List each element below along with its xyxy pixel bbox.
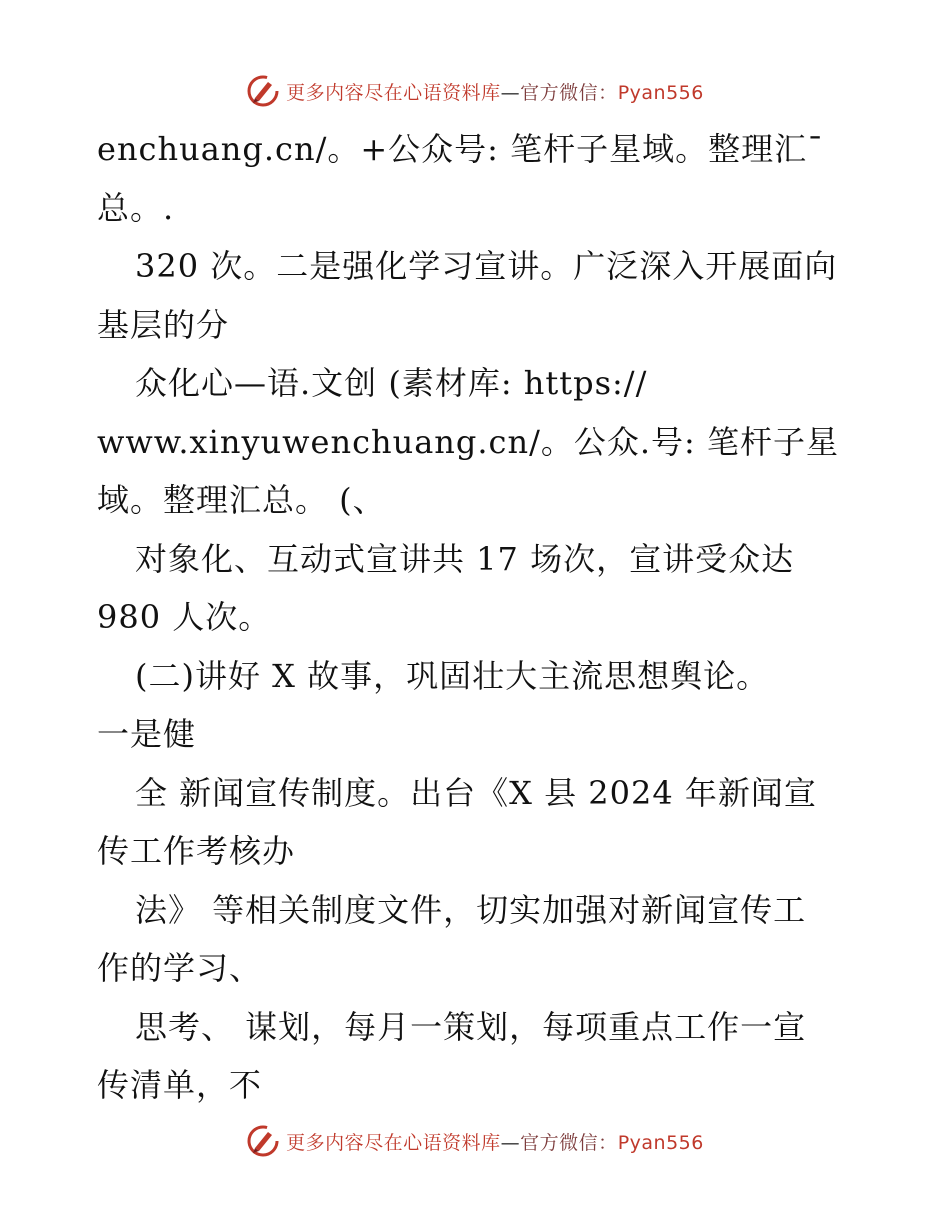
body-text-line: enchuang.cn/。+公众号: 笔杆子星域。整理汇¯: [97, 130, 825, 168]
document-body: [97, 120, 857, 1115]
banner-text: [286, 1128, 704, 1155]
banner-wechat-id: Pyan556: [617, 81, 704, 104]
banner-dash: —: [500, 1131, 521, 1154]
body-text-line: 基层的分: [97, 305, 230, 344]
banner-wechat-id: Pyan556: [617, 1131, 704, 1154]
body-text-line: 众化心—语.文创 (素材库: https://: [135, 364, 648, 402]
body-text-line: 思考、 谋划，每月一策划，每项重点工作一宣: [135, 1007, 807, 1046]
banner-prefix: 更多内容尽在心语资料库: [286, 81, 501, 104]
body-text-line: 全 新闻宣传制度。出台《X 县 2024 年新闻宣: [135, 773, 817, 812]
body-text-line: (二)讲好 X 故事，巩固壮大主流思想舆论。: [135, 656, 770, 695]
banner-text: [286, 78, 704, 105]
body-text-line: 总。.: [97, 188, 175, 227]
banner-wechat-label: 官方微信：: [520, 1131, 618, 1154]
footer-banner: [0, 1121, 950, 1161]
banner-prefix: 更多内容尽在心语资料库: [286, 1131, 501, 1154]
header-banner: [0, 71, 950, 111]
body-text-line: 传清单，不: [97, 1066, 263, 1104]
body-text-line: 320 次。二是强化学习宣讲。广泛深入开展面向: [135, 247, 838, 285]
banner-dash: —: [500, 81, 521, 104]
body-text-line: 传工作考核办: [97, 832, 296, 870]
body-text-line: 域。整理汇总。 (、: [97, 481, 386, 519]
banner-wechat-label: 官方微信：: [520, 81, 618, 104]
body-text-line: 法》 等相关制度文件，切实加强对新闻宣传工: [135, 890, 807, 929]
pen-swirl-logo-icon: [246, 74, 280, 108]
body-text-line: 980 人次。: [97, 598, 272, 636]
pen-swirl-logo-icon: [246, 1124, 280, 1158]
body-text-line: www.xinyuwenchuang.cn/。公众.号: 笔杆子星: [97, 422, 839, 461]
body-text-line: 作的学习、: [97, 949, 263, 987]
body-text-line: 一是健: [97, 715, 197, 753]
body-text-line: 对象化、互动式宣讲共 17 场次，宣讲受众达: [135, 539, 795, 578]
